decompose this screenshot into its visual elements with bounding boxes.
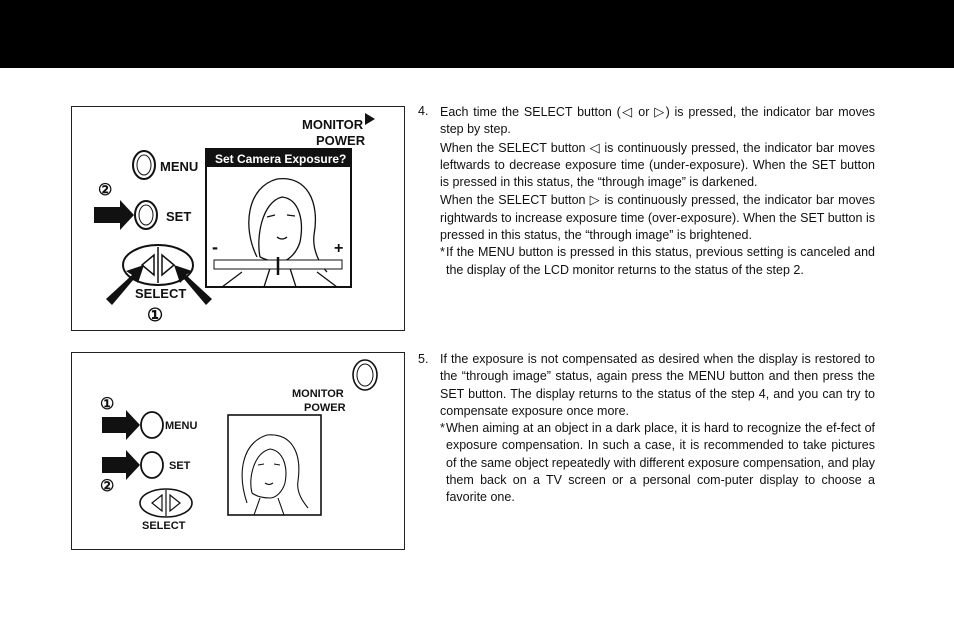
menu-label: MENU: [160, 159, 199, 174]
figure-exposure-adjust: [71, 106, 405, 331]
step-4-paragraph-3: When the SELECT button ▷ is continuously pressed, the indicator bar moves rightwards to increase exposure time (over-exposure). When the SET button is pressed in this status, the “through image” is brightened.: [440, 192, 875, 243]
set-label: SET: [166, 209, 192, 224]
select-left-icon: ◁: [620, 104, 634, 119]
figure-retry-compensation: [71, 352, 405, 550]
pointing-arrow-icon: [102, 410, 140, 440]
step-5-note: * When aiming at an object in a dark place, it is hard to recognize the ef-fect of exposure compensation. In such a case, it is recommended to take pictures of the same object repeatedly with different exposure compensation, and play them back on a TV screen or a personal com-puter display to choose a favorite one.: [440, 420, 875, 506]
select-button-icon[interactable]: [140, 489, 192, 517]
step-5-paragraph-1: If the exposure is not compensated as desired when the display is restored to the “through image” status, again press the MENU button and then press the SET button. The display returns to the status of the step 4, and you can try to compensate exposure once more.: [440, 352, 875, 418]
select-right-icon: ▷: [589, 192, 601, 208]
callout-2: ②: [100, 478, 115, 495]
select-right-icon: ▷: [654, 104, 666, 119]
lcd-monitor: [228, 415, 321, 515]
callout-1: ①: [100, 396, 115, 413]
pointing-arrow-icon: [102, 450, 140, 480]
set-button-icon[interactable]: [141, 452, 163, 478]
monitor-label: MONITOR: [302, 117, 364, 132]
monitor-label: MONITOR: [292, 388, 344, 400]
triangle-indicator-icon: [365, 113, 375, 125]
camera-panel-illustration: [72, 353, 404, 549]
minus-sign: -: [212, 237, 218, 257]
lcd-title: Set Camera Exposure?: [215, 152, 347, 166]
power-label: POWER: [316, 133, 366, 148]
set-label: SET: [169, 460, 191, 472]
menu-button-icon[interactable]: [141, 412, 163, 438]
select-left-icon: ◁: [589, 139, 601, 155]
callout-1: ①: [147, 305, 164, 325]
header-bar: [0, 0, 954, 68]
step-number: 4.: [418, 104, 429, 118]
note-asterisk: *: [440, 421, 445, 436]
select-label: SELECT: [142, 520, 186, 532]
step-4: [418, 103, 875, 279]
step-number: 5.: [418, 352, 429, 366]
select-label: SELECT: [135, 286, 187, 301]
step-4-paragraph-1: Each time the SELECT button (◁ or ▷) is pressed, the indicator bar moves step by step.: [440, 104, 876, 137]
pointing-arrow-icon: [94, 200, 134, 230]
menu-label: MENU: [165, 420, 198, 432]
power-label: POWER: [304, 402, 346, 414]
step-4-paragraph-2: When the SELECT button ◁ is continuously pressed, the indicator bar moves leftwards to decrease exposure time (under-exposure). When the SET button is pressed in this status, the “through image” is darkened.: [440, 139, 875, 190]
step-5: [418, 351, 875, 507]
note-asterisk: *: [440, 245, 445, 260]
step-4-note: * If the MENU button is pressed in this status, previous setting is canceled and the display of the LCD monitor returns to the status of the step 2.: [440, 244, 875, 279]
plus-sign: +: [334, 240, 344, 257]
callout-2: ②: [98, 182, 113, 199]
camera-panel-illustration: [72, 107, 404, 330]
